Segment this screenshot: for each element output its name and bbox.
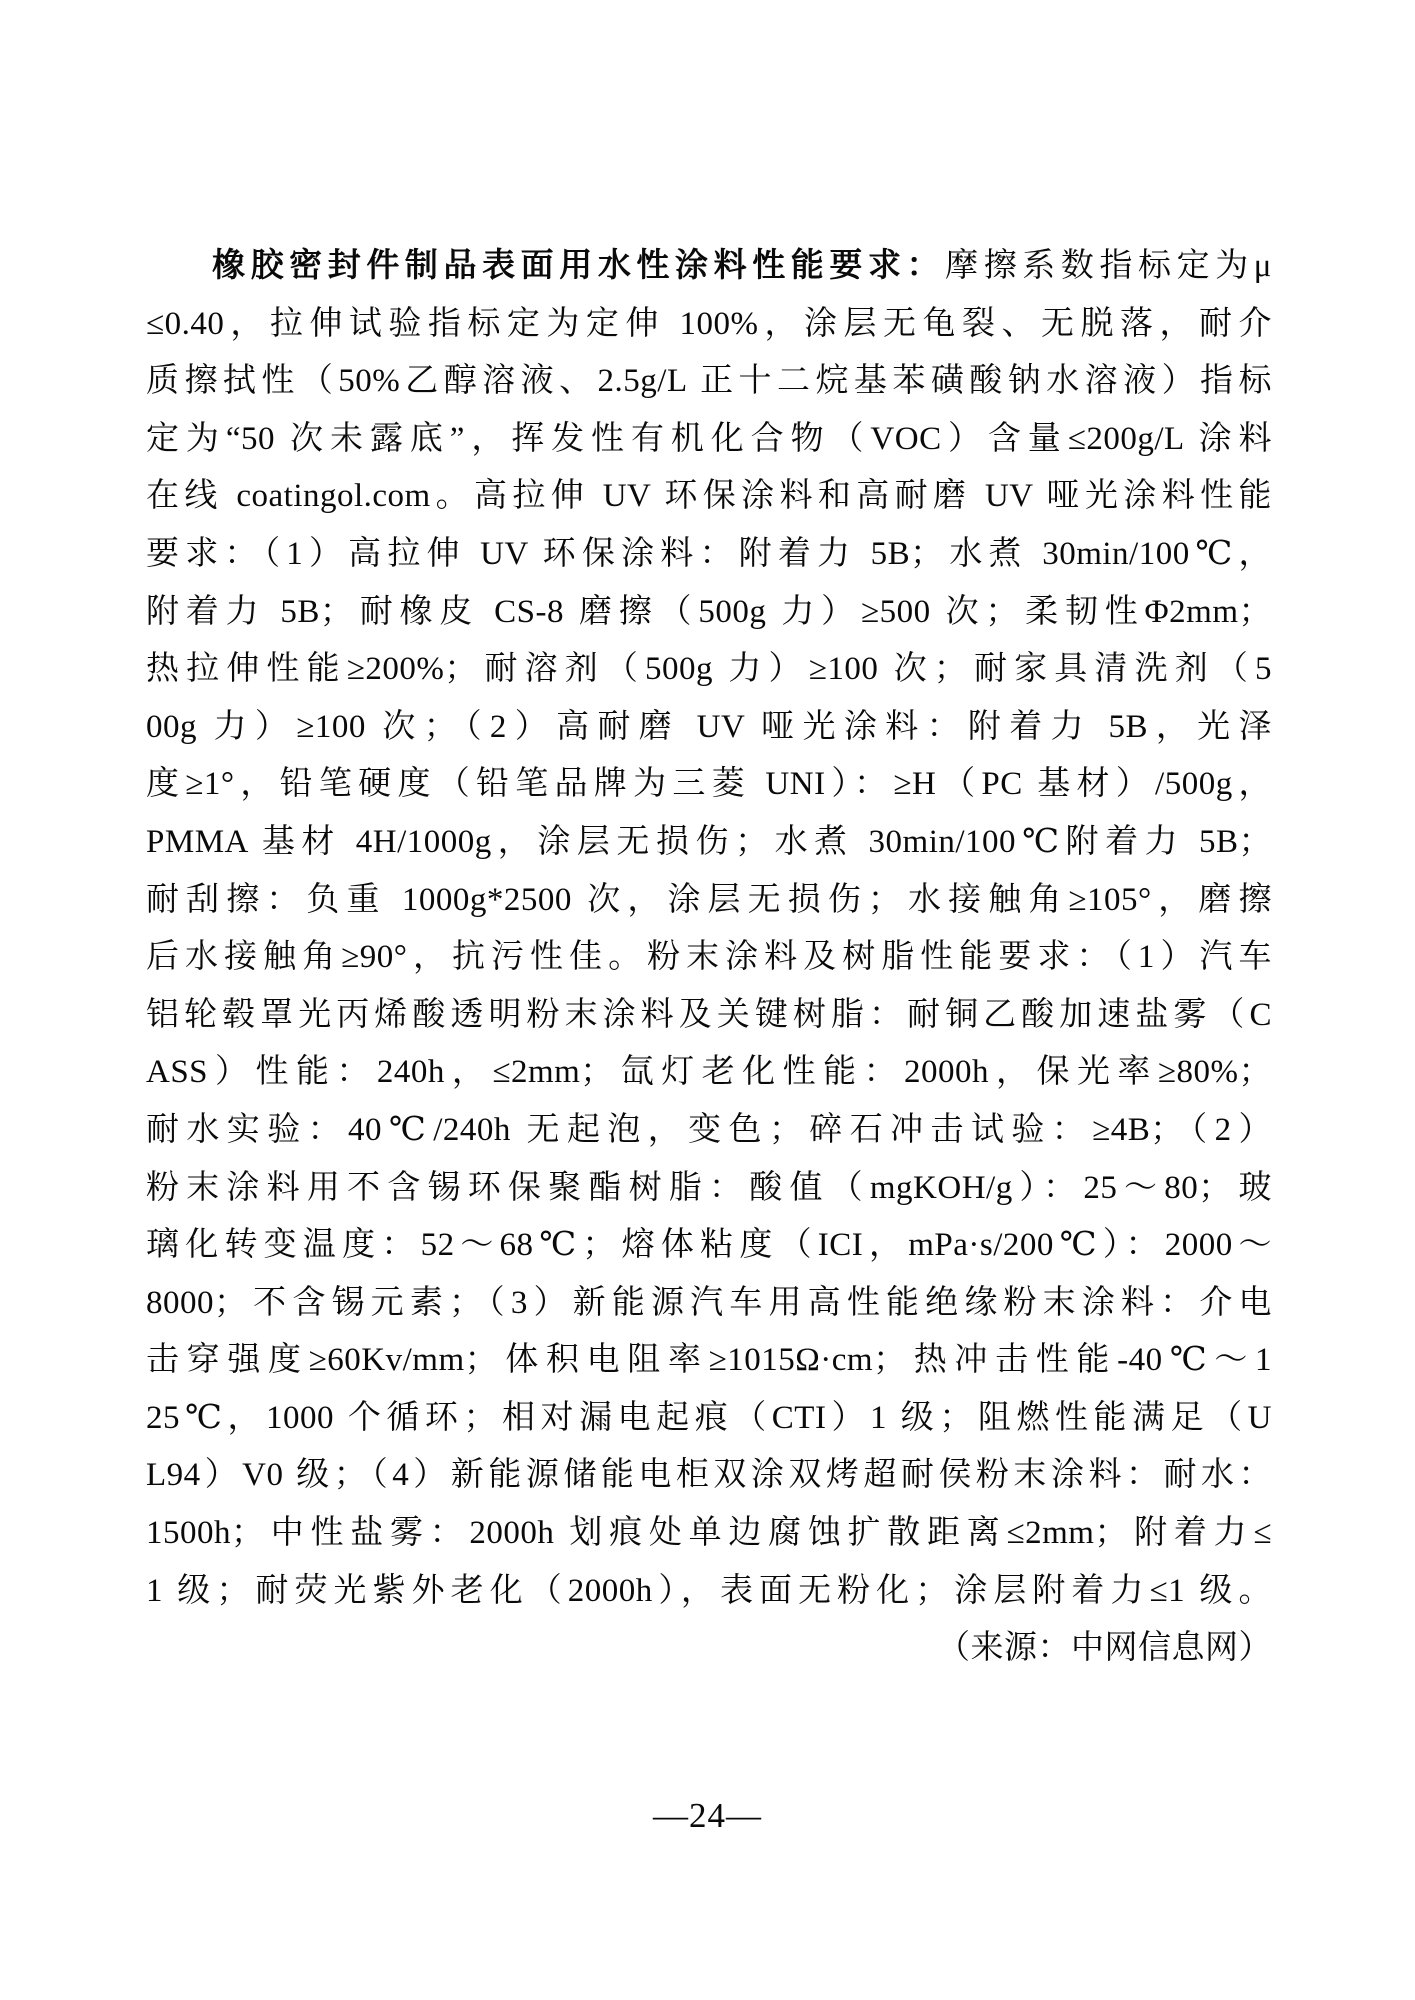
- heading-tail-text: 摩擦系数指标定为μ: [945, 248, 1272, 284]
- text-line: 定为“50 次未露底”，挥发性有机化合物（VOC）含量≤200g/L 涂料: [146, 420, 1272, 457]
- text-line: 粉末涂料用不含锡环保聚酯树脂：酸值（mgKOH/g）：25～80；玻: [146, 1169, 1272, 1206]
- text-line: 1500h；中性盐雾：2000h 划痕处单边腐蚀扩散距离≤2mm；附着力≤: [146, 1515, 1272, 1552]
- section-heading: 橡胶密封件制品表面用水性涂料性能要求：: [212, 248, 946, 284]
- text-line: 质擦拭性（50%乙醇溶液、2.5g/L 正十二烷基苯磺酸钠水溶液）指标: [146, 363, 1272, 400]
- text-line: ≤0.40，拉伸试验指标定为定伸 100%，涂层无龟裂、无脱落，耐介: [146, 305, 1272, 342]
- text-line: 铝轮毂罩光丙烯酸透明粉末涂料及关键树脂：耐铜乙酸加速盐雾（C: [146, 996, 1272, 1033]
- source-attribution: （来源：中网信息网）: [937, 1630, 1272, 1667]
- page-number: —24—: [653, 1796, 762, 1835]
- text-line: 25℃，1000 个循环；相对漏电起痕（CTI）1 级；阻燃性能满足（U: [146, 1399, 1272, 1436]
- text-line: PMMA 基材 4H/1000g，涂层无损伤；水煮 30min/100℃附着力 5B；: [146, 823, 1272, 860]
- text-line: 00g 力）≥100 次；（2）高耐磨 UV 哑光涂料：附着力 5B，光泽: [146, 708, 1272, 745]
- text-line: 璃化转变温度：52～68℃；熔体粘度（ICI，mPa·s/200℃）：2000～: [146, 1227, 1272, 1264]
- text-line: 要求：（1）高拉伸 UV 环保涂料：附着力 5B；水煮 30min/100℃，: [146, 535, 1272, 572]
- text-line: 1 级；耐荧光紫外老化（2000h），表面无粉化；涂层附着力≤1 级。: [146, 1572, 1272, 1609]
- body-text: [146, 238, 1272, 1678]
- text-line: 在线 coatingol.com。高拉伸 UV 环保涂料和高耐磨 UV 哑光涂料性能: [146, 478, 1272, 515]
- text-line: 后水接触角≥90°，抗污性佳。粉末涂料及树脂性能要求：（1）汽车: [146, 939, 1272, 976]
- text-line: L94）V0 级；（4）新能源储能电柜双涂双烤超耐侯粉末涂料：耐水：: [146, 1457, 1272, 1494]
- text-line: 热拉伸性能≥200%；耐溶剂（500g 力）≥100 次；耐家具清洗剂（5: [146, 651, 1272, 688]
- text-line: 击穿强度≥60Kv/mm；体积电阻率≥1015Ω·cm；热冲击性能-40℃～1: [146, 1342, 1272, 1379]
- text-line: 度≥1°，铅笔硬度（铅笔品牌为三菱 UNI）：≥H（PC 基材）/500g，: [146, 766, 1272, 803]
- text-line: ASS）性能：240h，≤2mm；氙灯老化性能：2000h，保光率≥80%；: [146, 1054, 1272, 1091]
- paragraph-first-line: [146, 238, 1272, 296]
- text-line: 附着力 5B；耐橡皮 CS-8 磨擦（500g 力）≥500 次；柔韧性Φ2mm；: [146, 593, 1272, 630]
- text-line: 耐水实验：40℃/240h 无起泡，变色；碎石冲击试验：≥4B；（2）: [146, 1111, 1272, 1148]
- text-line: 8000；不含锡元素；（3）新能源汽车用高性能绝缘粉末涂料：介电: [146, 1284, 1272, 1321]
- text-line: 耐刮擦：负重 1000g*2500 次，涂层无损伤；水接触角≥105°，磨擦: [146, 881, 1272, 918]
